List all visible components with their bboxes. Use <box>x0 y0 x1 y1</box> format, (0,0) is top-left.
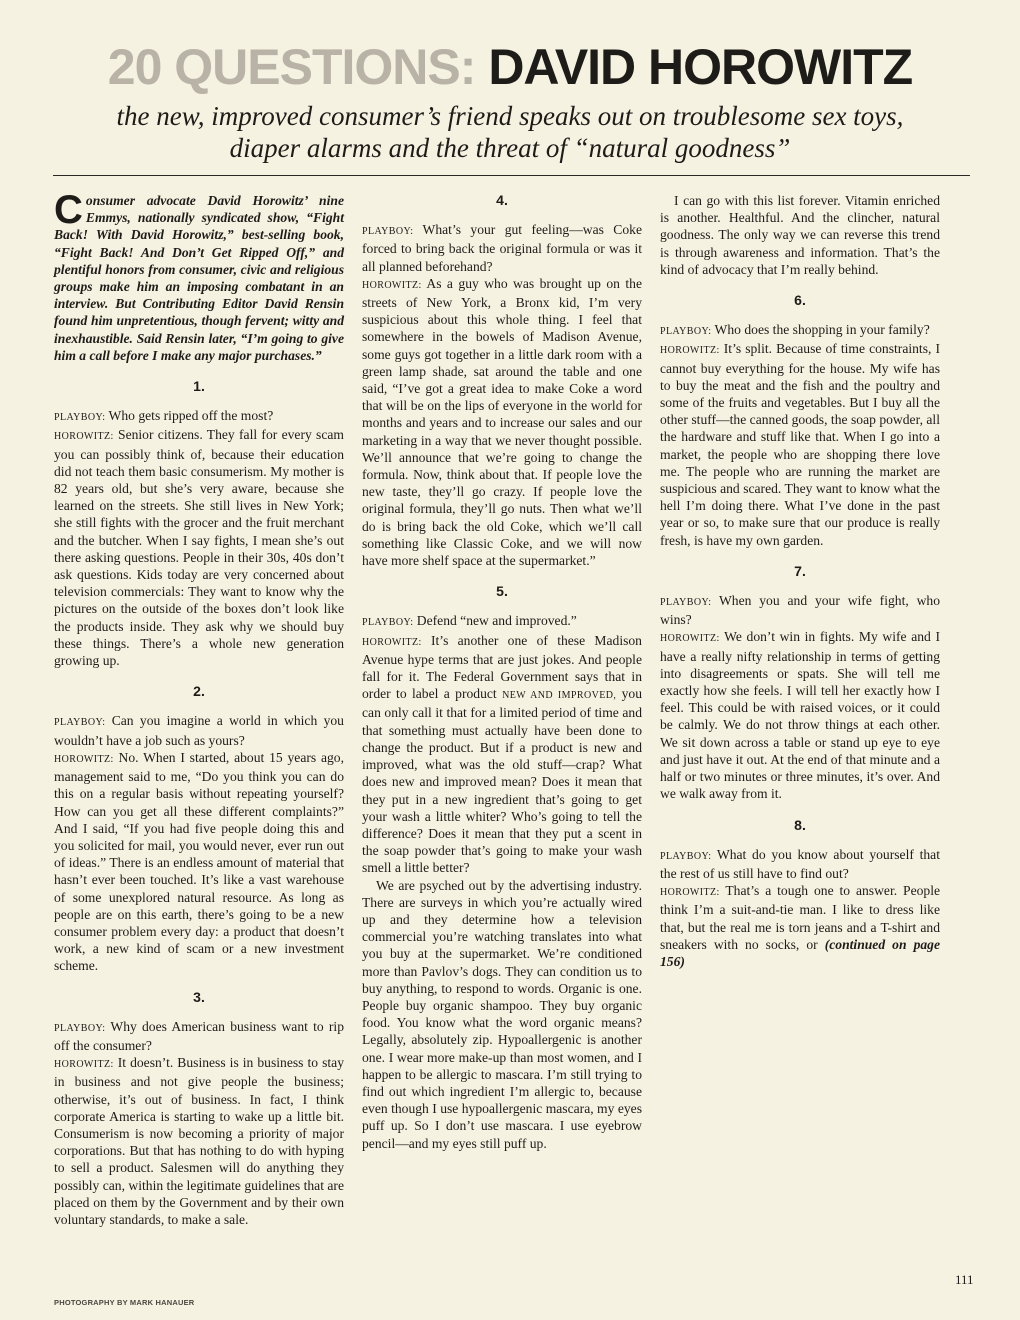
column-2 <box>362 192 642 1152</box>
answer-text: It’s split. Because of time constraints, I cannot buy everything for the house. My wife has to buy the meat and the fish and the poultry and some of the fruits and vegetables. But I buy all the other stuff—the canned goods, the soap powder, all the hardware and stuff like that. When I go into a market, the people who are shopping there love me. The people who are running the market are suspicious and scared. They want to know what the hell I’m doing there. What I’ve done in the past year or so, to make sure that our produce is really fresh, is have my own garden. <box>660 341 940 548</box>
answer <box>660 882 940 970</box>
answer-text: you can only call it that for a limited period of time and that something must actually have been done to change the product. But if a product is new and improved, what was the old stuff—crap? What does new and improved mean? Does it mean that they put in a new ingredient that’s going to get your wash a little whiter? Who’s going to tell the difference? Does it mean that they put a scent in the soap powder that’s going to make your wash smell a little better? <box>362 686 643 876</box>
question-text: What’s your gut feeling—was Coke forced to bring back the original formula or was it all planned beforehand? <box>362 222 642 274</box>
interviewee-label: HOROWITZ: <box>362 279 422 291</box>
question-number: 5. <box>496 583 508 600</box>
question-text: When you and your wife fight, who wins? <box>660 593 941 628</box>
interviewer-label: PLAYBOY: <box>362 617 414 629</box>
question <box>362 221 642 275</box>
answer-text: That’s a tough one to answer. People think I’m a suit-and-tie man. I like to dress like that, but the real me is torn jeans and a T-shirt and sneakers with no socks, or <box>660 883 941 952</box>
page-number: 111 <box>955 1272 974 1287</box>
interviewer-label: PLAYBOY: <box>660 597 712 609</box>
title-prefix: 20 QUESTIONS: <box>107 39 476 95</box>
interviewer-label: PLAYBOY: <box>362 226 414 238</box>
question-number: 6. <box>794 292 806 309</box>
interviewer-label: PLAYBOY: <box>660 326 712 338</box>
question-number: 8. <box>794 816 806 833</box>
intro-text: onsumer advocate David Horowitz’ nine Emmys, nationally syndicated show, “Fight Back! With David Horowitz,” best-selling book, “Fight Back! And Don’t Get Ripped Off,” and plentiful honors from consumer, civic and religious groups make him an imposing combatant in an interview. But Contributing Editor David Rensin found him unpretentious, though fervent; witty and inexhaustible. Said Rensin later, “I’m going to give him a call before I make any major purchases.” <box>54 193 344 363</box>
interviewer-label: PLAYBOY: <box>54 717 106 729</box>
question <box>660 592 940 628</box>
answer-continued: I can go with this list forever. Vitamin enriched is another. Healthful. And the clincher, natural goodness. The only way we can reverse this trend is through awareness and information. That’s the kind of advocacy that I’m really behind. <box>660 193 940 277</box>
question <box>54 1018 344 1054</box>
answer-text: It’s another one of these Madison Avenue hype terms that are just jokes. And people fall for it. The Federal Government says that in order to label a product <box>362 632 642 702</box>
answer-text: It doesn’t. Business is in business to stay in business and not give people the business; otherwise, it’s out of business. In fact, I think corporate America is starting to wake up a little bit. Consumerism is now becoming a priority of major corporations. But that has nothing to do with hyping to sell a product. Salesmen will do anything they possibly can, within the legitimate guidelines that are placed on them by the Government and by their own voluntary standards, to make a sale. <box>54 1055 344 1227</box>
question <box>54 712 344 748</box>
question-text: Why does American business want to rip off the consumer? <box>54 1018 345 1053</box>
title-name: DAVID HOROWITZ <box>488 39 913 95</box>
answer <box>54 426 344 669</box>
question-text: Who does the shopping in your family? <box>714 322 930 338</box>
interviewee-label: HOROWITZ: <box>660 633 720 645</box>
photo-credit: PHOTOGRAPHY BY MARK HANAUER <box>54 1298 195 1307</box>
interviewee-label: HOROWITZ: <box>54 1059 114 1071</box>
page-title <box>0 38 1020 96</box>
answer-text: Senior citizens. They fall for every scam you can possibly think of, because their education did not teach them basic consumerism. My mother is 82 years old, but she’s very aware, because she learned on the streets. She still lives in New York; she still fights with the grocer and the fruit merchant and the butcher. When I say fights, I mean she’s out there asking questions. People in their 30s, 40s don’t ask questions. Kids today are very concerned about television commercials: They want to know why the pictures on the outside of the boxes don’t look like the products inside. They ask why we should buy these things. There’s a whole new generation growing up. <box>54 427 344 669</box>
interviewer-label: PLAYBOY: <box>54 412 106 424</box>
question-text: Who gets ripped off the most? <box>108 408 274 424</box>
interviewer-label: PLAYBOY: <box>54 1022 106 1034</box>
continued-note: (continued on page 156) <box>660 936 941 969</box>
answer-text: As a guy who was brought up on the streets of New York, a Bronx kid, I’m very suspicious about this whole thing. I feel that somewhere in the bowels of Madison Avenue, some guys got together in a little dark room with a green lamp shade, sat around the table and one said, “I’ve got a great idea to make Coke a word that will be on the lips of everyone in the world for months and years and to increase our sales and our marketing in a way that we never thought possible. We’ll announce that we’re going to change the formula. Now, think about that. If people love the new taste, they’ll go crazy. If people love the original formula, they’ll go nuts. Then what we’ll do is bring back the old Coke, which we’ll call something like Classic Coke, and we will now have more shelf space at the supermarket.” <box>362 275 642 569</box>
column-1 <box>54 188 345 1228</box>
answer <box>362 275 642 569</box>
answer <box>362 632 642 877</box>
answer <box>660 628 940 802</box>
question-text: Can you imagine a world in which you wouldn’t have a job such as yours? <box>54 713 344 748</box>
question <box>660 846 940 882</box>
question <box>54 407 344 426</box>
answer <box>54 749 344 975</box>
answer <box>54 1054 344 1228</box>
intro-paragraph <box>54 188 344 364</box>
question-number: 7. <box>794 562 806 579</box>
subtitle: the new, improved consumer’s friend speaks out on troublesome sex toys, diaper alarms and the threat of “natural goodness” <box>116 101 904 163</box>
answer-continued: We are psyched out by the advertising industry. There are surveys in which you’re actually wired up and they determine how a television commercial you’re watching translates into what you buy at the supermarket. We’re conditioned more than Pavlov’s dogs. They can condition us to buy anything, to respond to words. Organic is one. People buy organic shampoo. They buy organic food. You know what the word organic means? Legally, absolutely zip. Hypoallergenic is another one. I wear more make-up than most women, and I happen to be allergic to mascara. I’m still trying to find out which ingredient I’m allergic to, because even though I use hypoallergenic mascara, my eyes puff up. So I don’t use mascara. I use eyebrow pencil—and my eyes still puff up. <box>362 877 642 1151</box>
drop-cap: C <box>54 188 83 232</box>
column-3 <box>660 192 940 970</box>
question-number: 1. <box>193 378 205 395</box>
answer-text: We don’t win in fights. My wife and I have a really nifty relationship in terms of getting into disagreements or spats. She will tell me exactly how she feels. I will tell her exactly how I feel. This could be with raised voices, or it could be calmly. We do not throw things at each other. We sit down across a table or stand up eye to eye and just have it out. At the end of that minute and a half or two minutes or three minutes, it’s over. And we walk away from it. <box>660 629 940 802</box>
question-text: Defend “new and improved.” <box>416 613 577 629</box>
interviewee-label: HOROWITZ: <box>54 431 114 443</box>
interviewee-label: HOROWITZ: <box>660 887 720 899</box>
interviewee-label: HOROWITZ: <box>54 753 114 765</box>
question-number: 3. <box>193 988 205 1005</box>
question <box>362 612 642 631</box>
question-number: 4. <box>496 192 508 208</box>
answer <box>660 340 940 548</box>
question-text: What do you know about yourself that the rest of us still have to find out? <box>660 846 940 881</box>
header-divider <box>53 175 970 176</box>
answer-text: No. When I started, about 15 years ago, management said to me, “Do you think you can do this on a regular basis without repeating yourself? How can you get all these different complaints?” And I said, “If you had five people doing this and you solicited for mail, you would never, ever run out of ideas.” There is an endless amount of material that hasn’t ever been touched. It’s like a vast warehouse of some unexplored natural resource. As long as people are on this earth, there’s going to be a new consumer problem every day: a product that doesn’t work, a new kind of scam or a new investment scheme. <box>54 749 344 974</box>
question <box>660 321 940 340</box>
small-caps-term: NEW AND IMPROVED, <box>502 690 617 702</box>
interviewer-label: PLAYBOY: <box>660 850 712 862</box>
question-number: 2. <box>193 683 205 700</box>
interviewee-label: HOROWITZ: <box>362 636 422 648</box>
interviewee-label: HOROWITZ: <box>660 345 720 357</box>
